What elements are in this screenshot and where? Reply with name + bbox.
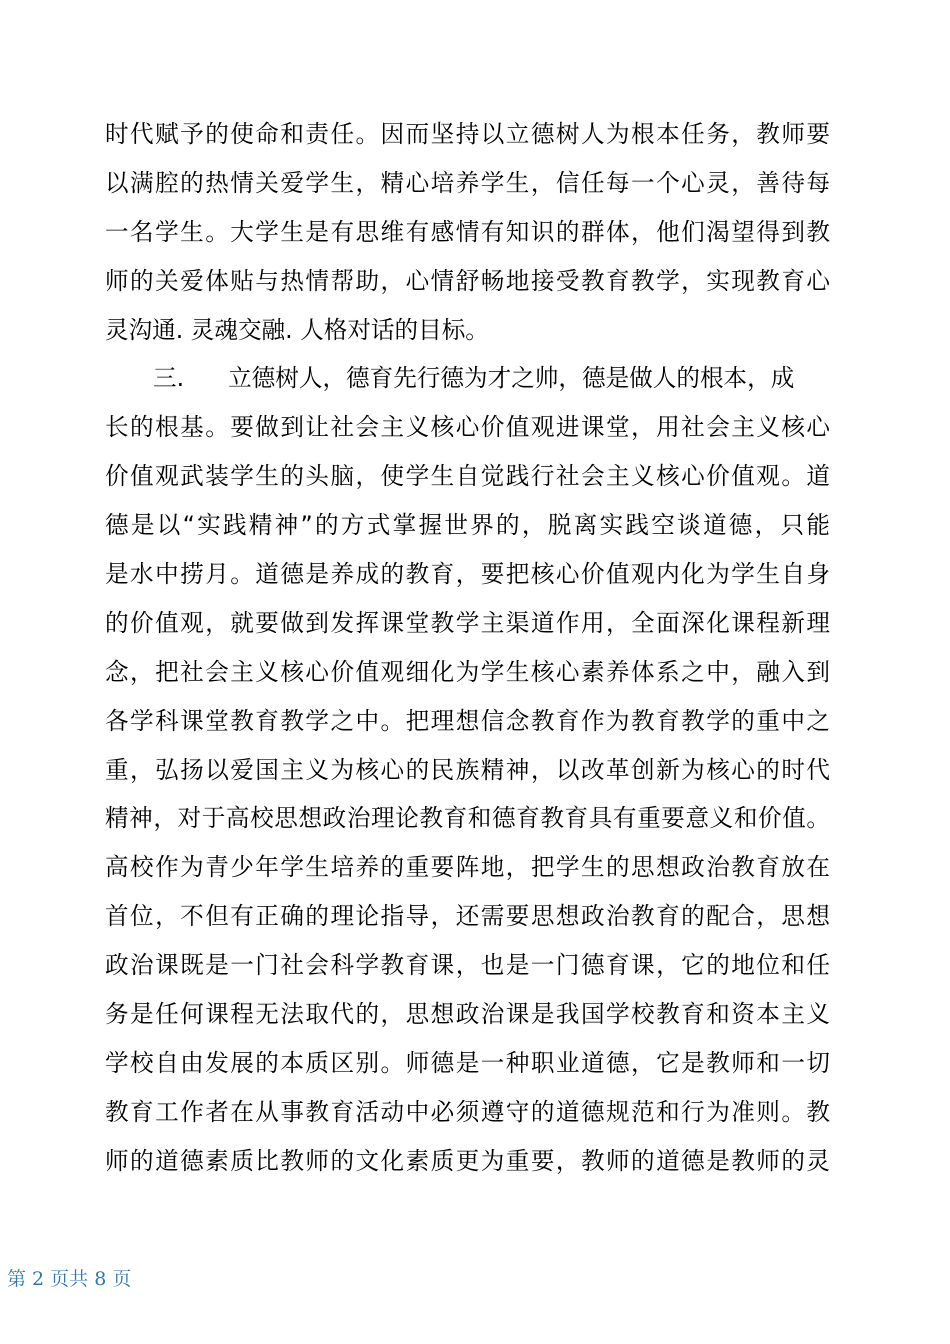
section-first-line-text: 立德树人，德育先行德为才之帅，德是做人的根本，成 — [228, 364, 795, 393]
text-line: 长的根基。要做到让社会主义核心价值观进课堂，用社会主义核心 — [105, 413, 830, 442]
text-line: 学校自由发展的本质区别。师德是一种职业道德，它是教师和一切 — [105, 1048, 830, 1077]
text-line: 念，把社会主义核心价值观细化为学生核心素养体系之中，融入到 — [105, 657, 830, 686]
text-line: 政治课既是一门社会科学教育课，也是一门德育课，它的地位和任 — [105, 951, 830, 980]
text-line: 师的道德素质比教师的文化素质更为重要，教师的道德是教师的灵 — [105, 1146, 830, 1175]
text-line: 高校作为青少年学生培养的重要阵地，把学生的思想政治教育放在 — [105, 853, 830, 882]
text-line: 精神，对于高校思想政治理论教育和德育教育具有重要意义和价值。 — [105, 804, 830, 833]
text-line: 教育工作者在从事教育活动中必须遵守的道德规范和行为准则。教 — [105, 1097, 830, 1126]
text-line: 各学科课堂教育教学之中。把理想信念教育作为教育教学的重中之 — [105, 706, 830, 735]
paragraph-1 — [105, 110, 830, 354]
section-heading-line — [105, 354, 830, 403]
text-line: 师的关爱体贴与热情帮助，心情舒畅地接受教育教学，实现教育心 — [105, 266, 830, 295]
text-line: 灵沟通. 灵魂交融. 人格对话的目标。 — [105, 315, 489, 344]
text-line: 重，弘扬以爱国主义为核心的民族精神，以改革创新为核心的时代 — [105, 755, 830, 784]
text-line: 德是以“实践精神”的方式掌握世界的，脱离实践空谈道德，只能 — [105, 511, 830, 540]
text-line: 时代赋予的使命和责任。因而坚持以立德树人为根本任务，教师要 — [105, 120, 830, 148]
text-line: 务是任何课程无法取代的，思想政治课是我国学校教育和资本主义 — [105, 1000, 830, 1029]
section-number: 三. — [153, 364, 185, 393]
document-body — [105, 110, 830, 1186]
text-line: 的价值观，就要做到发挥课堂教学主渠道作用，全面深化课程新理 — [105, 608, 830, 637]
text-line: 以满腔的热情关爱学生，精心培养学生，信任每一个心灵，善待每 — [105, 168, 830, 197]
text-line: 一名学生。大学生是有思维有感情有知识的群体，他们渴望得到教 — [105, 217, 830, 246]
text-line: 首位，不但有正确的理论指导，还需要思想政治教育的配合，思想 — [105, 902, 830, 931]
paragraph-2 — [105, 354, 830, 1185]
text-line: 价值观武装学生的头脑，使学生自觉践行社会主义核心价值观。道 — [105, 462, 830, 491]
page-indicator: 第 2 页共 8 页 — [7, 1268, 132, 1290]
text-line: 是水中捞月。道德是养成的教育，要把核心价值观内化为学生自身 — [105, 560, 830, 589]
